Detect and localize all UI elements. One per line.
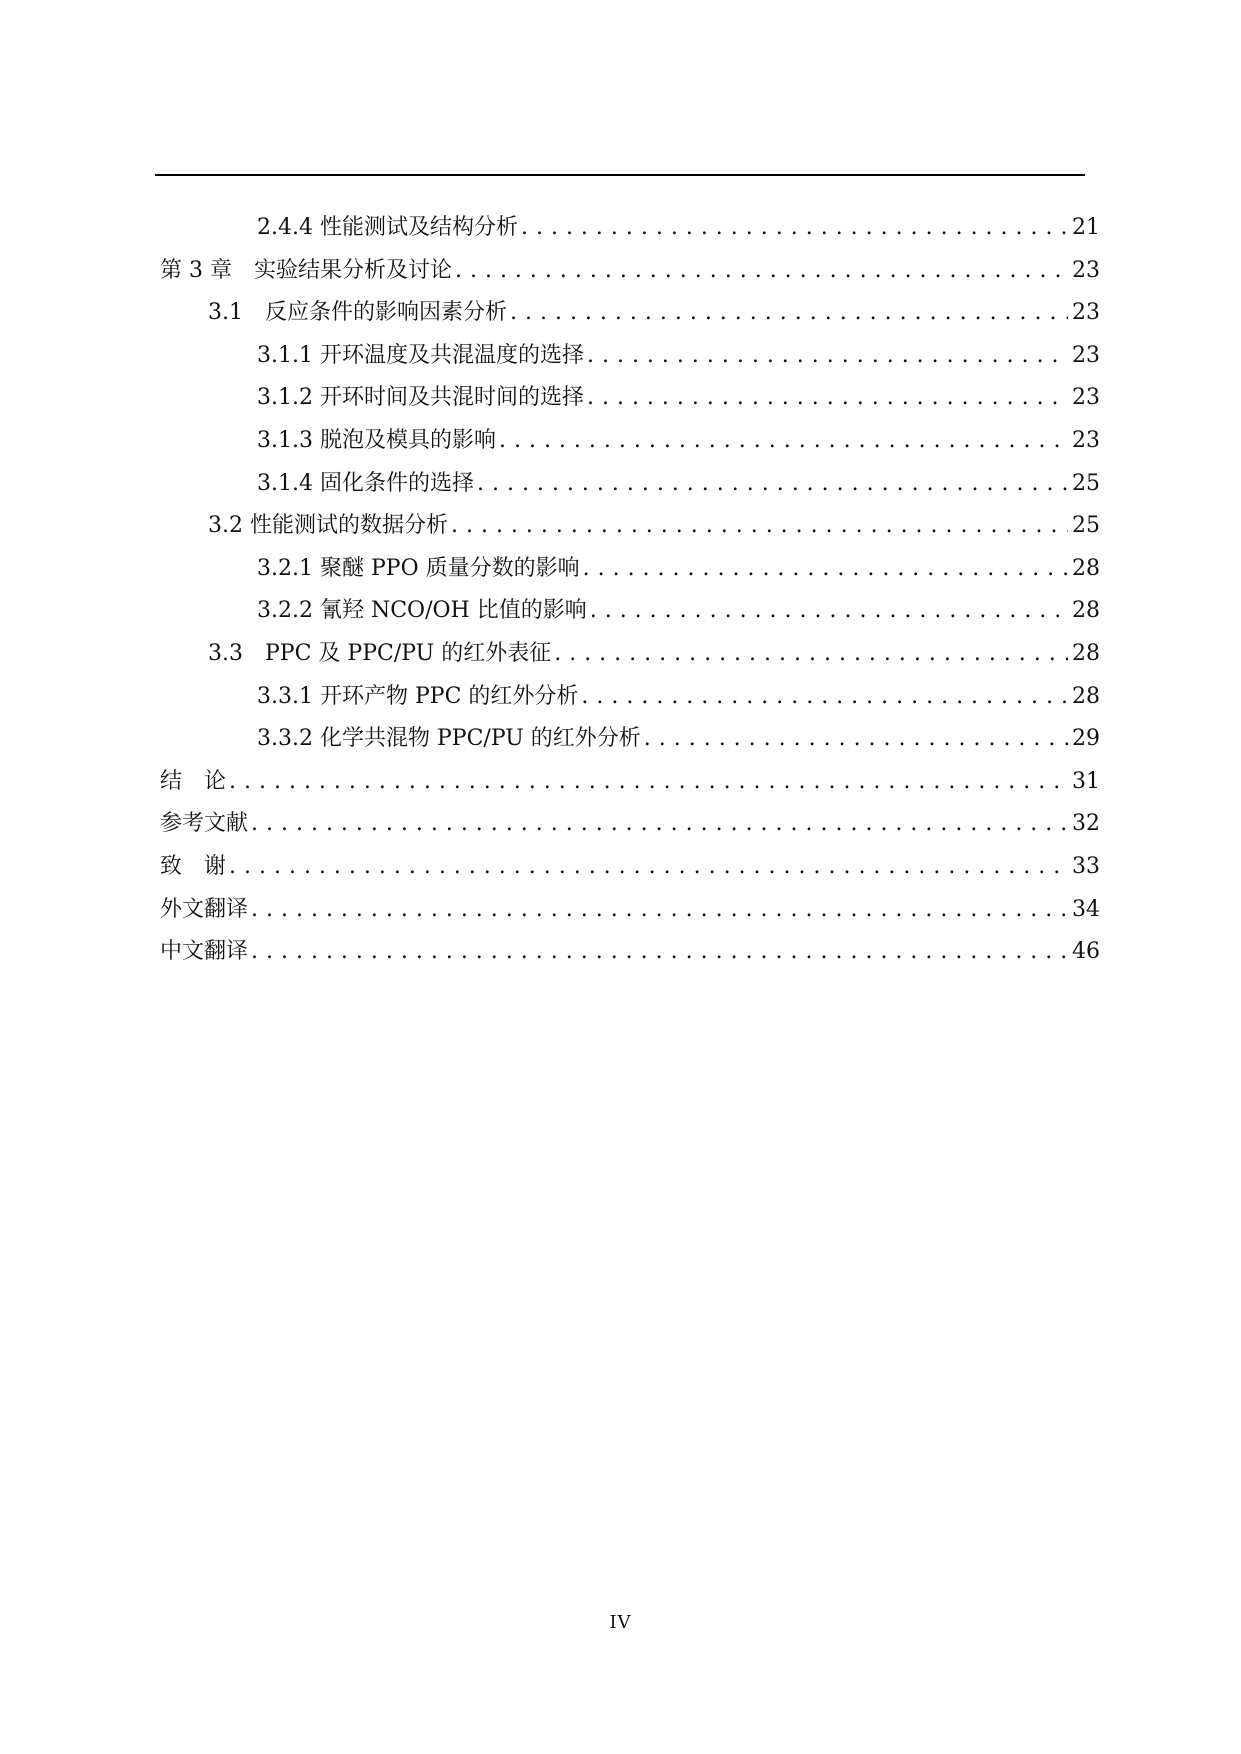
toc-entry[interactable] <box>160 292 1100 335</box>
toc-entry-page: 34 <box>1072 896 1100 922</box>
toc-leader-dots <box>251 803 1068 846</box>
toc-entry-title: 3.2.2 氰羟 NCO/OH 比值的影响 <box>257 598 587 624</box>
toc-entry[interactable] <box>160 250 1100 293</box>
toc-entry[interactable] <box>160 335 1100 378</box>
toc-entry[interactable] <box>160 377 1100 420</box>
toc-entry[interactable] <box>160 207 1100 250</box>
toc-entry[interactable] <box>160 505 1100 548</box>
toc-entry[interactable] <box>160 846 1100 889</box>
table-of-contents <box>160 207 1100 974</box>
toc-leader-dots <box>644 718 1068 761</box>
toc-leader-dots <box>583 548 1068 591</box>
toc-entry[interactable] <box>160 803 1100 846</box>
toc-leader-dots <box>229 846 1068 889</box>
toc-entry-page: 28 <box>1072 640 1100 666</box>
toc-entry[interactable] <box>160 676 1100 719</box>
toc-leader-dots <box>477 463 1068 506</box>
toc-entry-page: 31 <box>1072 768 1100 794</box>
toc-leader-dots <box>587 335 1068 378</box>
toc-entry[interactable] <box>160 548 1100 591</box>
toc-entry[interactable] <box>160 889 1100 932</box>
toc-entry-title: 3.1.4 固化条件的选择 <box>257 470 474 496</box>
toc-leader-dots <box>499 420 1068 463</box>
toc-entry[interactable] <box>160 633 1100 676</box>
toc-entry-title: 3.2.1 聚醚 PPO 质量分数的影响 <box>257 555 580 581</box>
toc-entry-page: 28 <box>1072 598 1100 624</box>
toc-entry-page: 23 <box>1072 427 1100 453</box>
toc-leader-dots <box>451 505 1068 548</box>
toc-entry[interactable] <box>160 463 1100 506</box>
toc-leader-dots <box>251 889 1068 932</box>
toc-entry[interactable] <box>160 420 1100 463</box>
page-number: IV <box>609 1612 632 1633</box>
toc-entry-page: 28 <box>1072 683 1100 709</box>
toc-entry-title: 3.2 性能测试的数据分析 <box>208 513 448 539</box>
toc-entry[interactable] <box>160 590 1100 633</box>
toc-leader-dots <box>251 931 1068 974</box>
toc-entry[interactable] <box>160 931 1100 974</box>
toc-entry-page: 33 <box>1072 853 1100 879</box>
toc-entry-page: 25 <box>1072 470 1100 496</box>
toc-entry-page: 25 <box>1072 513 1100 539</box>
toc-entry-page: 23 <box>1072 342 1100 368</box>
toc-entry-page: 23 <box>1072 300 1100 326</box>
toc-entry-page: 23 <box>1072 385 1100 411</box>
toc-entry-page: 28 <box>1072 555 1100 581</box>
toc-entry-title: 致 谢 <box>160 853 227 879</box>
toc-entry-title: 3.1 反应条件的影响因素分析 <box>208 300 507 326</box>
toc-entry[interactable] <box>160 761 1100 804</box>
toc-entry-title: 2.4.4 性能测试及结构分析 <box>257 215 518 240</box>
toc-leader-dots <box>590 590 1068 633</box>
toc-entry-page: 29 <box>1072 726 1100 752</box>
toc-entry-title: 第 3 章 实验结果分析及讨论 <box>160 257 452 283</box>
toc-entry-title: 结 论 <box>160 768 227 794</box>
toc-entry-title: 外文翻译 <box>160 896 249 922</box>
toc-leader-dots <box>587 377 1068 420</box>
toc-entry-title: 3.3.2 化学共混物 PPC/PU 的红外分析 <box>257 726 641 752</box>
header-rule <box>155 174 1085 176</box>
toc-entry-page: 32 <box>1072 811 1100 837</box>
toc-entry-title: 3.1.2 开环时间及共混时间的选择 <box>257 385 584 411</box>
toc-leader-dots <box>581 676 1068 719</box>
toc-entry-page: 23 <box>1072 257 1100 283</box>
toc-leader-dots <box>554 633 1068 676</box>
toc-entry-title: 3.3.1 开环产物 PPC 的红外分析 <box>257 683 579 709</box>
toc-entry-title: 中文翻译 <box>160 939 249 965</box>
toc-leader-dots <box>455 250 1068 293</box>
toc-entry-title: 参考文献 <box>160 811 249 837</box>
toc-leader-dots <box>510 292 1068 335</box>
toc-leader-dots <box>521 207 1068 250</box>
toc-entry-page: 46 <box>1072 939 1100 965</box>
toc-leader-dots <box>229 761 1068 804</box>
toc-entry-page: 21 <box>1072 215 1100 240</box>
toc-entry-title: 3.1.3 脱泡及模具的影响 <box>257 427 496 453</box>
toc-entry[interactable] <box>160 718 1100 761</box>
toc-entry-title: 3.1.1 开环温度及共混温度的选择 <box>257 342 584 368</box>
toc-entry-title: 3.3 PPC 及 PPC/PU 的红外表征 <box>208 640 552 666</box>
